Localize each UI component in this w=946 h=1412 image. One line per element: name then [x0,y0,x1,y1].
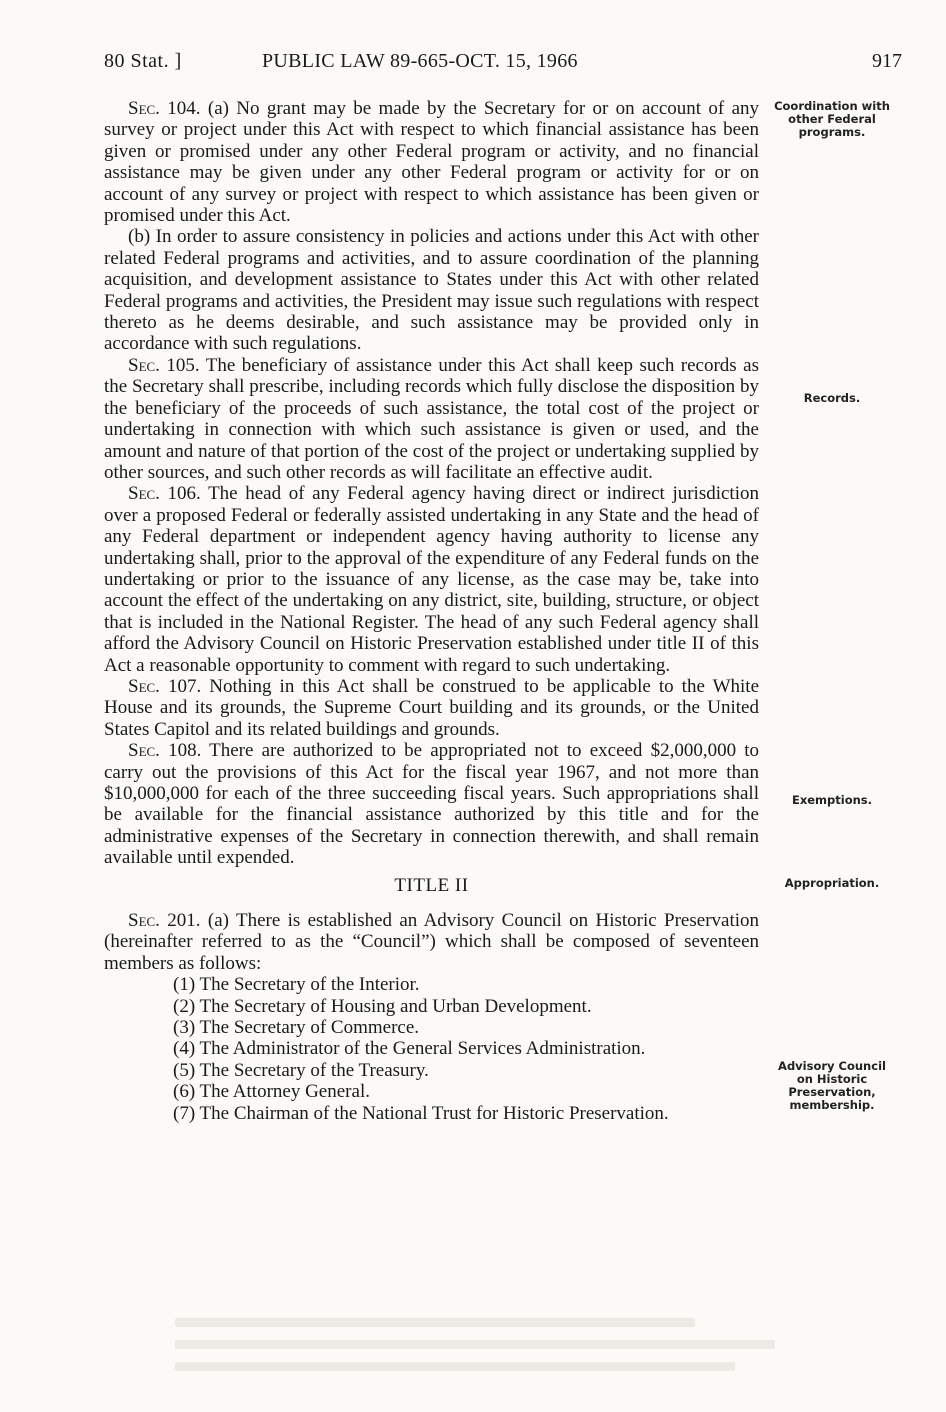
running-head [104,50,904,80]
list-item: (4) The Administrator of the General Services Administration. [173,1038,646,1060]
margin-note-appropriation: Appropriation. [784,876,880,890]
margin-note-coordination: Coordination with other Federal programs. [774,99,890,139]
body-text [104,98,759,1124]
section-text: Nothing in this Act shall be construed to be applicable to the White House and its grounds, the Supreme Court building and its grounds, or the United States Capitol and its related buildings and grounds. [104,675,760,740]
law-title: PUBLIC LAW 89-665-OCT. 15, 1966 [262,50,578,72]
list-item: (3) The Secretary of Commerce. [173,1017,420,1039]
list-item: (7) The Chairman of the National Trust for Historic Preservation. [173,1102,669,1124]
page-number: 917 [872,50,902,72]
sec-201a [104,910,759,974]
section-label: Sec. 201. [128,910,201,932]
list-item: (5) The Secretary of the Treasury. [173,1059,429,1081]
margin-note-advisory-council: Advisory Council on Historic Preservation, membership. [778,1059,886,1112]
section-label: Sec. 106. [128,483,201,505]
section-label: Sec. 105. [128,354,200,376]
section-text: (a) There is established an Advisory Council on Historic Preservation (hereinafter referred to as the “Council”) which shall be composed of seventeen members as follows: [104,910,760,974]
section-text: The head of any Federal agency having direct or indirect jurisdiction over a proposed Federal or federally assisted undertaking in any State and the head of any Federal department or independent agency having authority to license any undertaking shall, prior to the approval of the expenditure of any Federal funds on the undertaking or prior to the issuance of any license, as the case may be, take into account the effect of the undertaking on any district, site, building, structure, or object that is included in the National Register. The head of any such Federal agency shall afford the Advisory Council on Historic Preservation established under title II of this Act a reasonable opportunity to comment with regard to such undertaking. [104,483,759,676]
sec-104b [104,226,759,354]
sec-107 [104,676,759,740]
section-text: (b) In order to assure consistency in policies and actions under this Act with other related Federal programs and activities, and to assure coordination of the planning acquisition, and development assistance to States under this Act with other related Federal programs and activities, the President may issue such regulations with respect thereto as he deems desirable, and such assistance may be provided only in accordance with such regulations. [104,226,759,355]
list-item: (1) The Secretary of the Interior. [173,974,420,996]
margin-note-exemptions: Exemptions. [791,793,873,807]
section-label: Sec. 107. [128,675,202,697]
margin-note-records: Records. [803,391,861,405]
list-item: (6) The Attorney General. [173,1081,370,1103]
member-list [104,974,759,1124]
title-ii-heading: TITLE II [394,874,469,896]
sec-104a [104,98,759,226]
section-text: There are authorized to be appropriated not to exceed $2,000,000 to carry out the provisions of this Act for the fiscal year 1967, and not more than $10,000,000 for each of the three succeeding fiscal years. Such appropriations shall be available for the financial assistance authorized by this title and for the administrative expenses of the Secretary in connection therewith, and shall remain available until expended. [104,740,759,869]
sec-108 [104,740,759,868]
section-label: Sec. 104. [128,98,201,119]
section-label: Sec. 108. [128,740,202,762]
sec-106 [104,483,759,676]
sec-105 [104,355,759,483]
section-text: (a) No grant may be made by the Secretary for or on account of any survey or project under this Act with respect to which financial assistance has been given or promised under any other Federal program or activity, and no financial assistance may be given under any other Federal program or activity for or on account of any survey or project with respect to which assistance has been given or promised under this Act. [104,98,760,227]
statute-citation: 80 Stat. ] [104,50,182,72]
section-text: The beneficiary of assistance under this Act shall keep such records as the Secretary shall prescribe, including records which fully disclose the disposition by the beneficiary of the proceeds of such assistance, the total cost of the project or undertaking in connection with which such assistance is given or used, and the amount and nature of that portion of the cost of the project or undertaking supplied by other sources, and such other records as will facilitate an effective audit. [104,354,759,483]
list-item: (2) The Secretary of Housing and Urban Development. [173,995,592,1017]
